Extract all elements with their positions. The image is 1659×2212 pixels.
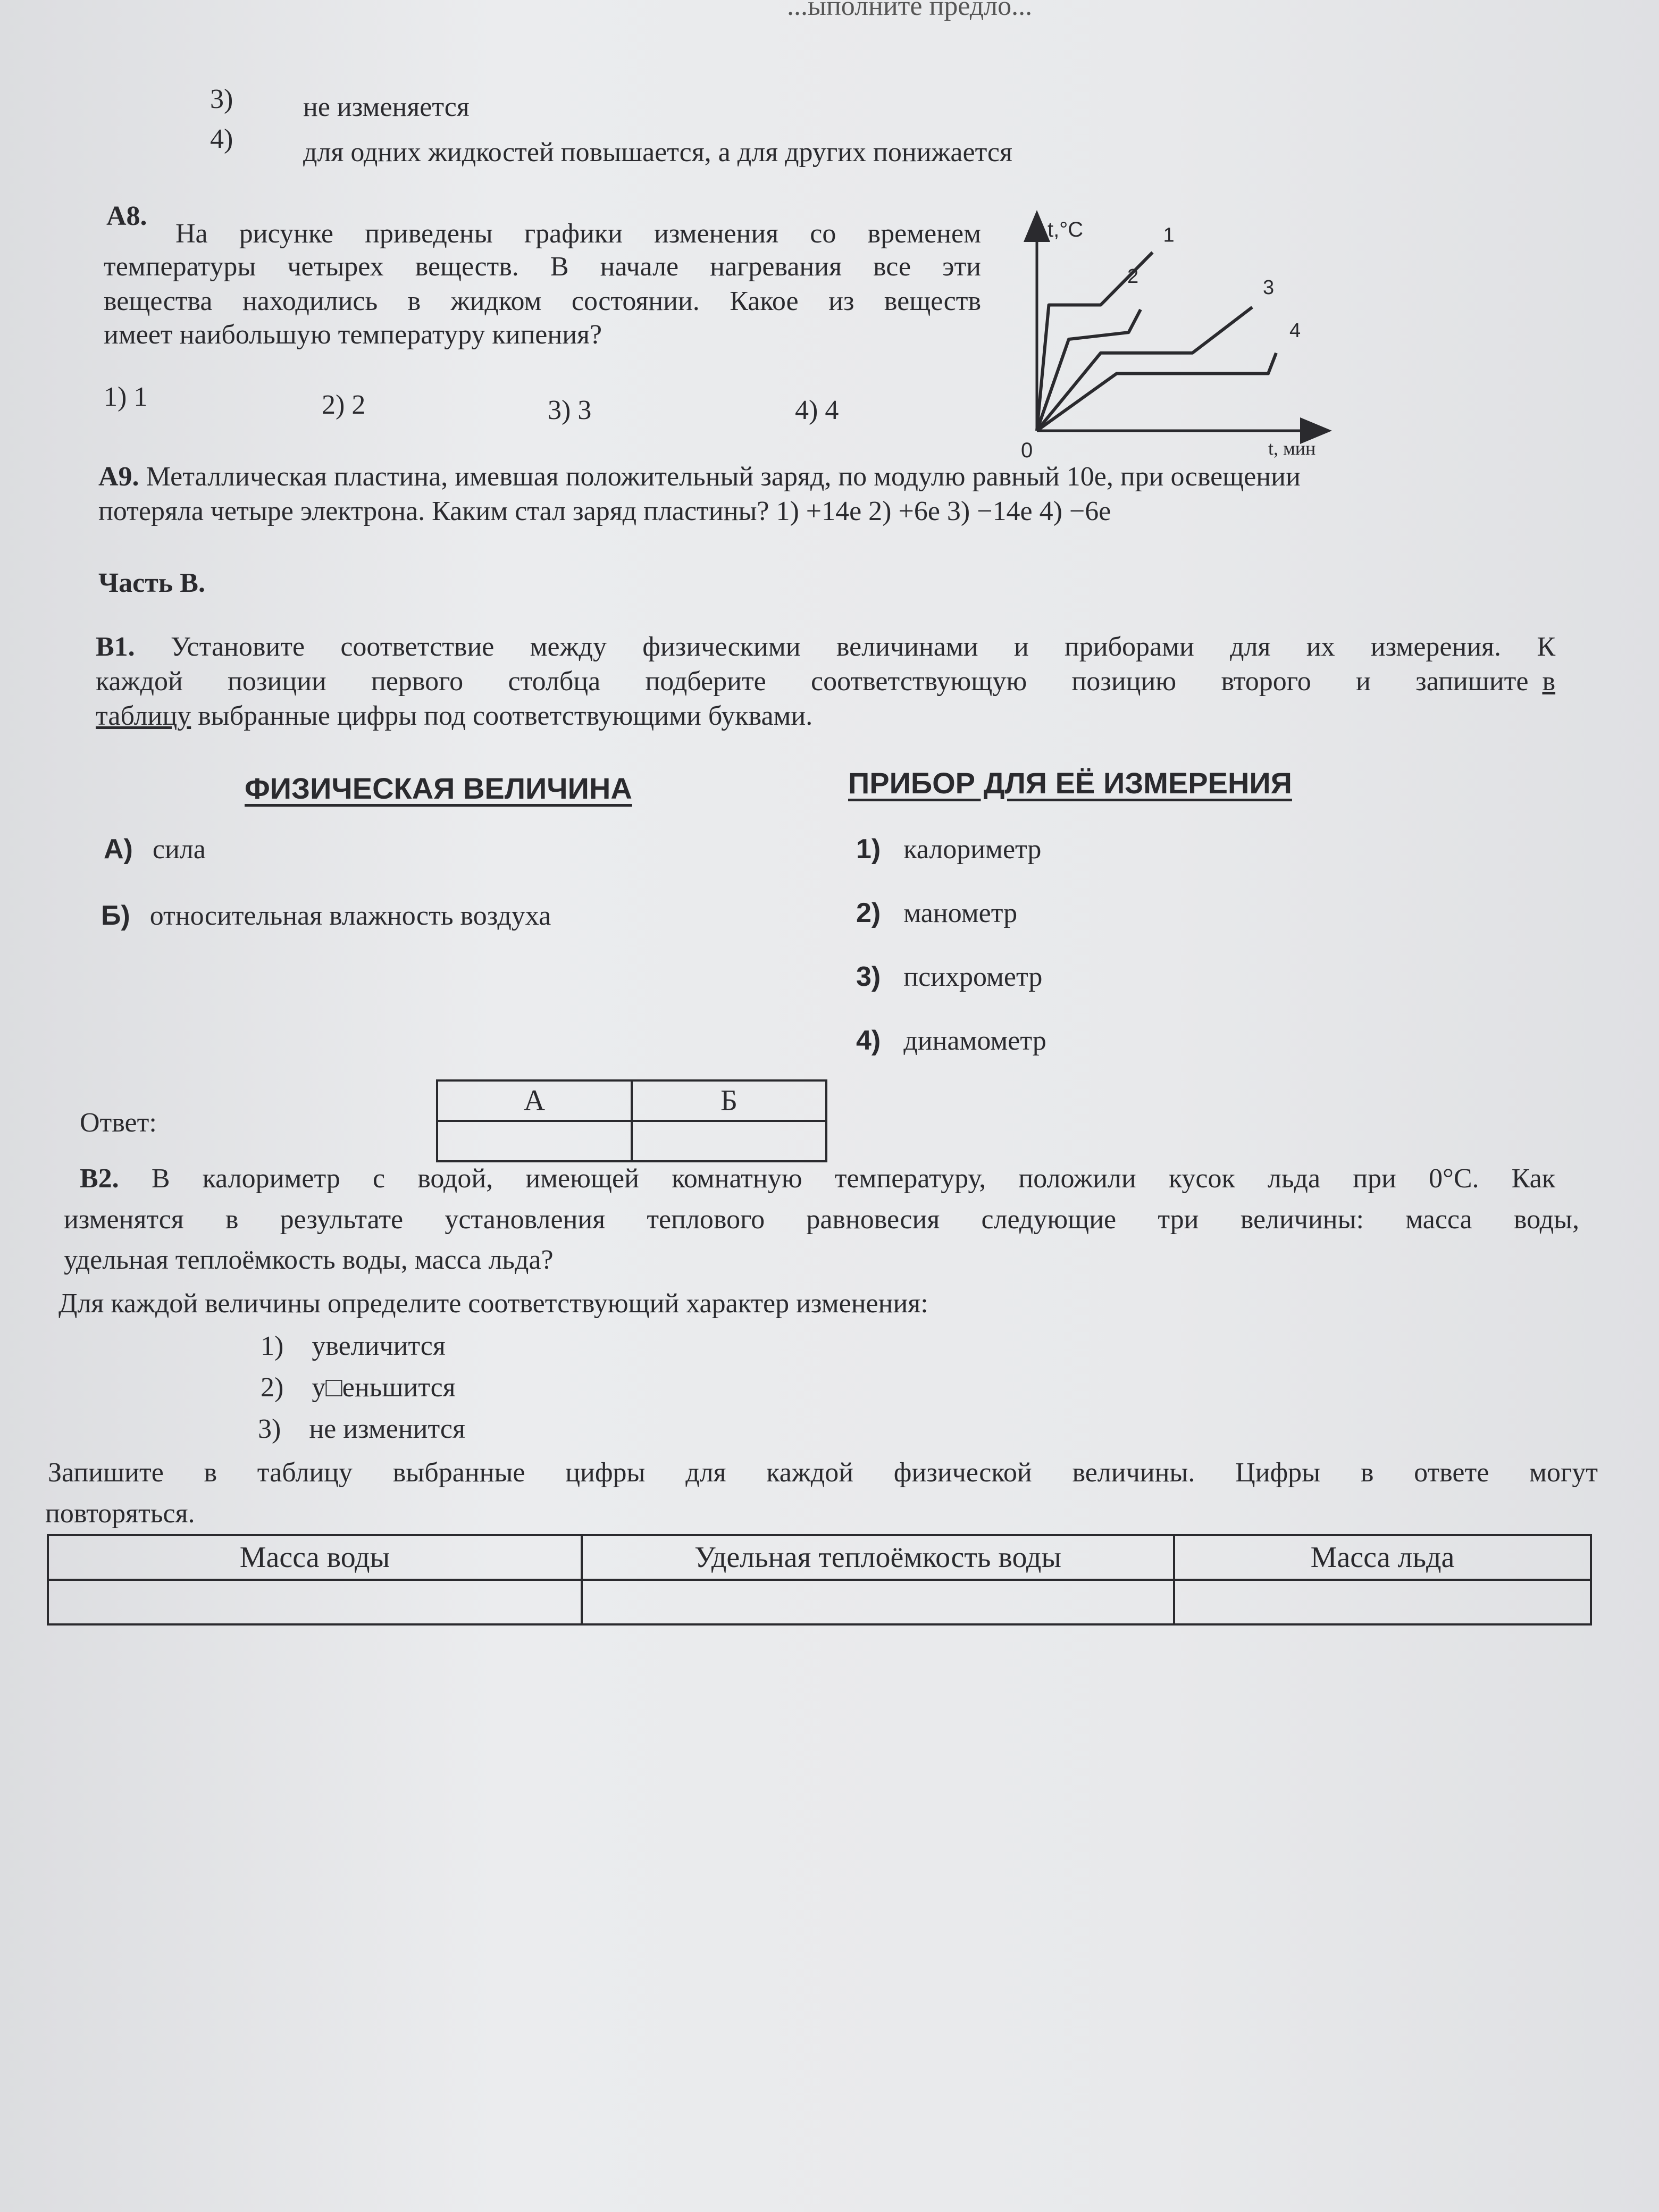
- b2-option-3-text: не изменится: [309, 1414, 465, 1444]
- b1-left-key-b: Б): [101, 900, 130, 931]
- b1-label: В1.: [96, 632, 135, 662]
- b1-answer-table: [436, 1079, 827, 1162]
- series-label-3: 3: [1263, 276, 1275, 299]
- a8-answer-3: 3) 3: [548, 395, 592, 425]
- a8-line-1: На рисунке приведены графики изменения со временем: [175, 219, 981, 249]
- b1-answer-cell-a[interactable]: [437, 1121, 632, 1161]
- b1-right-text-3: психрометр: [903, 962, 1043, 992]
- series-label-4: 4: [1289, 319, 1301, 342]
- b2-option-2-num: 2): [261, 1372, 284, 1403]
- a7-option-3-text: не изменяется: [303, 92, 470, 122]
- a8-answer-1: 1) 1: [104, 382, 148, 412]
- a8-answer-4: 4) 4: [795, 395, 839, 425]
- b1-right-key-2: 2): [856, 898, 881, 928]
- a8-line-3: вещества находились в жидком состоянии. Какое из веществ: [104, 286, 981, 316]
- b2-option-3-num: 3): [258, 1414, 281, 1444]
- b1-text-1: Установите соответствие между физическими величинами и приборами для их измерения. К: [170, 632, 1556, 662]
- b1-right-key-1: 1): [856, 834, 881, 865]
- b1-right-header: ПРИБОР ДЛЯ ЕЁ ИЗМЕРЕНИЯ: [848, 766, 1292, 800]
- a9-line-2: потеряла четыре электрона. Каким стал заряд пластины? 1) +14е 2) +6е 3) −14е 4) −6е: [98, 496, 1111, 526]
- b2-cell-heat-capacity[interactable]: [582, 1580, 1174, 1624]
- x-axis-label: t, мин: [1268, 438, 1316, 459]
- b1-right-text-1: калориметр: [903, 834, 1042, 865]
- b1-right-item-2: [856, 896, 1017, 931]
- b1-link-v: в: [1542, 666, 1555, 697]
- b1-line-1-wrap: [96, 630, 1555, 664]
- a8-answer-2: 2) 2: [322, 390, 366, 420]
- b1-right-key-3: 3): [856, 961, 881, 992]
- top-fragment-text: ...ыполните предло...: [787, 0, 1033, 21]
- b2-header-heat-capacity: Удельная теплоёмкость воды: [582, 1535, 1174, 1580]
- b2-option-2: [261, 1371, 456, 1405]
- b2-option-1-text: увеличится: [312, 1331, 446, 1361]
- b1-right-item-1: [856, 832, 1041, 867]
- b1-answer-label: Ответ:: [80, 1108, 157, 1138]
- b2-option-2-text: у□еньшится: [312, 1372, 456, 1403]
- b1-answer-cell-b[interactable]: [632, 1121, 826, 1161]
- b1-right-key-4: 4): [856, 1025, 881, 1056]
- a9-text-1: Металлическая пластина, имевшая положительный заряд, по модулю равный 10е, при освещении: [146, 462, 1301, 492]
- b2-text-1: В калориметр с водой, имеющей комнатную температуру, положили кусок льда при 0°С. Как: [151, 1163, 1555, 1194]
- b2-option-3: [258, 1412, 465, 1446]
- a7-option-3-num: 3): [210, 84, 233, 114]
- b2-instruction: Для каждой величины определите соответствующий характер изменения:: [58, 1288, 928, 1319]
- series-line-4: [1037, 353, 1276, 431]
- a8-line-2: температуры четырех веществ. В начале нагревания все эти: [104, 252, 981, 282]
- series-line-3: [1037, 307, 1252, 431]
- origin-label: 0: [1021, 439, 1033, 462]
- b1-answer-header-a: А: [437, 1080, 632, 1121]
- b1-link-table: таблицу: [96, 701, 191, 731]
- a9-label: А9.: [98, 462, 139, 492]
- a9-line-1: [98, 460, 1301, 494]
- a8-label: А8.: [106, 201, 147, 231]
- b1-left-text-b: относительная влажность воздуха: [149, 901, 551, 931]
- a7-option-4-num: 4): [210, 124, 233, 154]
- b2-option-1: [261, 1329, 446, 1363]
- y-axis-label: t,°C: [1048, 218, 1084, 241]
- series-label-1: 1: [1163, 224, 1175, 247]
- b2-write-line-1: Запишите в таблицу выбранные цифры для каждой физической величины. Цифры в ответе могут: [48, 1457, 1598, 1488]
- b2-option-1-num: 1): [261, 1331, 284, 1361]
- b1-left-text-a: сила: [152, 834, 206, 865]
- b1-line-2-wrap: [96, 665, 1555, 699]
- b1-left-item-a: [104, 832, 206, 867]
- b1-text-3: выбранные цифры под соответствующими буквами.: [191, 701, 813, 731]
- b1-answer-header-b: Б: [632, 1080, 826, 1121]
- b1-right-text-4: динамометр: [903, 1026, 1046, 1056]
- b2-write-line-2: повторяться.: [45, 1498, 195, 1529]
- a8-line-4: имеет наибольшую температуру кипения?: [104, 320, 602, 350]
- b2-line-1-wrap: [80, 1162, 1555, 1196]
- b2-cell-ice-mass[interactable]: [1174, 1580, 1591, 1624]
- b1-text-2: каждой позиции первого столбца подберите соответствующую позицию второго и запишите: [96, 666, 1529, 697]
- b2-text-3: удельная теплоёмкость воды, масса льда?: [64, 1245, 554, 1275]
- b1-right-text-2: манометр: [903, 898, 1018, 928]
- series-label-2: 2: [1127, 265, 1139, 288]
- a7-option-4-text: для одних жидкостей повышается, а для других понижается: [303, 137, 1012, 167]
- b1-left-header: ФИЗИЧЕСКАЯ ВЕЛИЧИНА: [245, 772, 632, 805]
- temperature-time-chart: [1000, 207, 1361, 463]
- b1-left-item-b: [101, 899, 551, 933]
- b2-header-ice-mass: Масса льда: [1174, 1535, 1591, 1580]
- b2-header-water-mass: Масса воды: [48, 1535, 582, 1580]
- b2-answer-table: [47, 1534, 1592, 1626]
- b2-cell-water-mass[interactable]: [48, 1580, 582, 1624]
- b1-left-key-a: А): [104, 834, 133, 865]
- b2-text-2: изменятся в результате установления теплового равновесия следующие три величины: масса воды,: [64, 1204, 1579, 1235]
- part-b-heading: Часть В.: [98, 568, 205, 598]
- b1-right-item-4: [856, 1024, 1046, 1058]
- b1-right-item-3: [856, 960, 1042, 994]
- b2-label: В2.: [80, 1163, 119, 1194]
